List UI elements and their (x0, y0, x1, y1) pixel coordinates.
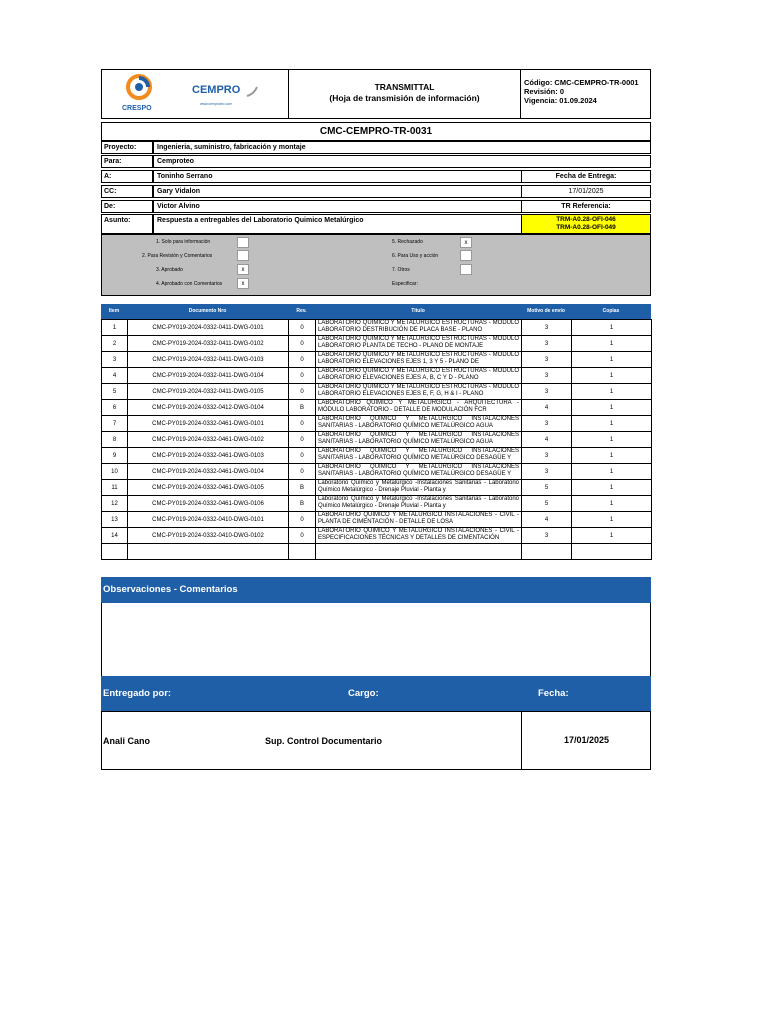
observaciones-band (101, 577, 651, 603)
cell-title: Laboratorio Químico y Metalúrgico -Instalaciones Sanitarias - Laboratorio Químico Metalúrgico - Drenaje Pluvial - Planta y (316, 480, 522, 496)
table-row (102, 320, 652, 336)
cell-empty (522, 544, 572, 560)
cell-motivo: 3 (522, 368, 572, 384)
option-4-label: 4. Aprobado con Comentarios (156, 281, 223, 287)
cell-doc: CMC-PY019-2024-0332-0461-DWG-0104 (128, 464, 289, 480)
para-label: Para: (101, 155, 153, 168)
fecha-label: Fecha: (538, 688, 569, 699)
cc-value: Gary Vidalon (153, 185, 522, 198)
table-row (102, 432, 652, 448)
tr-ref-1: TRM-A0.28-OFI-046 (556, 216, 616, 223)
cell-doc: CMC-PY019-2024-0332-0410-DWG-0101 (128, 512, 289, 528)
observaciones-body[interactable] (101, 603, 651, 676)
cell-motivo: 3 (522, 320, 572, 336)
transmittal-title: TRANSMITTAL (374, 82, 435, 92)
cell-title: LABORATORIO QUÍMICO Y METALÚRGICO INSTALACIONES - CIVIL - ESPECIFICACIONES TÉCNICAS Y DETALLES DE CIMENTACIÓN (316, 528, 522, 544)
cell-copias: 1 (572, 352, 652, 368)
signature-row (101, 711, 651, 770)
option-3-label: 3. Aprobado (156, 267, 183, 273)
cell-empty (102, 544, 128, 560)
header-code-cell (520, 69, 651, 119)
col-titulo: Título (411, 308, 425, 314)
proyecto-label: Proyecto: (101, 141, 153, 154)
cell-title: LABORATORIO QUÍMICO Y METALÚRGICO INSTALACIONES SANITARIAS - LABORATORIO QUÍMICO METALÚRGICO DESAGÜE Y (316, 464, 522, 480)
crespo-logo-icon (125, 73, 153, 105)
cell-copias: 1 (572, 416, 652, 432)
cell-doc: CMC-PY019-2024-0332-0461-DWG-0103 (128, 448, 289, 464)
cell-title: LABORATORIO QUÍMICO Y METALÚRGICO ESTRUCTURAS - MÓDULO LABORATORIO ELEVACIONES EJES 1, 3 Y 5 - PLANO DE (316, 352, 522, 368)
cell-doc: CMC-PY019-2024-0332-0461-DWG-0101 (128, 416, 289, 432)
cell-motivo: 4 (522, 432, 572, 448)
cell-doc: CMC-PY019-2024-0332-0410-DWG-0102 (128, 528, 289, 544)
cell-motivo: 3 (522, 352, 572, 368)
table-row (102, 384, 652, 400)
cell-rev: 0 (289, 320, 316, 336)
table-row (102, 336, 652, 352)
info-row-para (101, 155, 651, 168)
cell-copias: 1 (572, 528, 652, 544)
tr-ref-2: TRM-A0.28-OFI-049 (556, 224, 616, 231)
table-row (102, 512, 652, 528)
cell-title: LABORATORIO QUÍMICO Y METALÚRGICO - ARQUITECTURA - MÓDULO LABORATORIO - DETALLE DE MODULACIÓN FCR (316, 400, 522, 416)
cell-rev: B (289, 496, 316, 512)
fecha-cell (521, 711, 652, 770)
cell-copias: 1 (572, 512, 652, 528)
cell-rev: 0 (289, 528, 316, 544)
cargo-value: Sup. Control Documentario (265, 736, 382, 746)
table-row (102, 496, 652, 512)
table-row (102, 368, 652, 384)
cell-item: 9 (102, 448, 128, 464)
cell-rev: 0 (289, 464, 316, 480)
table-row (102, 480, 652, 496)
cell-motivo: 4 (522, 400, 572, 416)
option-6-label: 6. Para Uso y acción (392, 253, 439, 259)
cell-title: LABORATORIO QUÍMICO Y METALÚRGICO ESTRUCTURAS - MÓDULO LABORATORIO ELEVACIONES EJES E, F, G, H & I - PLANO (316, 384, 522, 400)
cell-doc: CMC-PY019-2024-0332-0461-DWG-0106 (128, 496, 289, 512)
cell-motivo: 3 (522, 448, 572, 464)
observaciones-label: Observaciones - Comentarios (103, 584, 238, 595)
option-3-checkbox[interactable]: x (237, 264, 249, 275)
table-row (102, 352, 652, 368)
cell-item: 13 (102, 512, 128, 528)
asunto-label: Asunto: (101, 214, 153, 234)
items-table (101, 319, 652, 560)
header-title-cell (288, 69, 521, 119)
col-rev: Rev. (296, 308, 307, 314)
cell-motivo: 4 (522, 512, 572, 528)
de-label: De: (101, 200, 153, 213)
col-documento: Documento Nro (188, 308, 227, 314)
cell-title: LABORATORIO QUÍMICO Y METALÚRGICO INSTALACIONES SANITARIAS - LABORATORIO QUÍMICO METALÚRGICO DESAGÜE Y (316, 448, 522, 464)
cell-motivo: 5 (522, 496, 572, 512)
doc-revision: Revisión: 0 (524, 87, 565, 96)
cell-rev: 0 (289, 432, 316, 448)
cell-copias: 1 (572, 368, 652, 384)
cell-doc: CMC-PY019-2024-0332-0461-DWG-0102 (128, 432, 289, 448)
cell-rev: 0 (289, 512, 316, 528)
cell-rev: 0 (289, 384, 316, 400)
cell-copias: 1 (572, 496, 652, 512)
cempro-swoosh-icon (246, 86, 258, 98)
option-1-label: 1. Solo para información (156, 239, 211, 245)
cell-motivo: 3 (522, 528, 572, 544)
info-row-proyecto (101, 141, 651, 154)
cell-empty (316, 544, 522, 560)
para-value: Cemproteo (153, 155, 651, 168)
option-7-checkbox[interactable] (460, 264, 472, 275)
table-row (102, 416, 652, 432)
footer-band (101, 676, 651, 711)
info-row-cc (101, 185, 651, 198)
doc-code: Código: CMC-CEMPRO-TR-0001 (524, 78, 639, 87)
a-value: Toninho Serrano (153, 170, 522, 183)
cell-item: 14 (102, 528, 128, 544)
cell-doc: CMC-PY019-2024-0332-0411-DWG-0101 (128, 320, 289, 336)
transmittal-subtitle: (Hoja de transmisión de información) (329, 93, 480, 103)
cc-label: CC: (101, 185, 153, 198)
cell-rev: 0 (289, 352, 316, 368)
option-7-label: 7. Otros (392, 267, 410, 273)
col-copias: Copias (602, 308, 620, 314)
cell-motivo: 3 (522, 384, 572, 400)
cell-rev: 0 (289, 448, 316, 464)
cell-copias: 1 (572, 400, 652, 416)
option-4-checkbox[interactable]: x (237, 278, 249, 289)
cell-motivo: 3 (522, 336, 572, 352)
table-row (102, 528, 652, 544)
cell-item: 8 (102, 432, 128, 448)
option-5-label: 5. Rechazado (392, 239, 423, 245)
de-value: Victor Alvino (153, 200, 522, 213)
info-row-de (101, 200, 651, 213)
cell-doc: CMC-PY019-2024-0332-0411-DWG-0103 (128, 352, 289, 368)
cell-item: 12 (102, 496, 128, 512)
cell-copias: 1 (572, 336, 652, 352)
cell-rev: B (289, 480, 316, 496)
cell-item: 6 (102, 400, 128, 416)
cell-item: 5 (102, 384, 128, 400)
cell-doc: CMC-PY019-2024-0332-0411-DWG-0102 (128, 336, 289, 352)
cempro-url: www.cemprotec.com (200, 102, 233, 106)
cell-copias: 1 (572, 448, 652, 464)
cell-title: LABORATORIO QUÍMICO Y METALÚRGICO INSTALACIONES - CIVIL - PLANTA DE CIMENTACIÓN - DETALLE DE LOSA (316, 512, 522, 528)
cell-rev: B (289, 400, 316, 416)
table-row (102, 448, 652, 464)
asunto-value: Respuesta a entregables del Laboratorio Quimico Metalúrgico (153, 214, 522, 234)
crespo-logo-text: CRESPO (122, 105, 152, 112)
cell-item: 1 (102, 320, 128, 336)
cell-title: LABORATORIO QUÍMICO Y METALÚRGICO INSTALACIONES SANITARIAS - LABORATORIO QUÍMICO METALÚRGICO AGUA (316, 432, 522, 448)
cell-doc: CMC-PY019-2024-0332-0411-DWG-0105 (128, 384, 289, 400)
col-motivo: Motivo de envío (527, 308, 565, 314)
entregado-value: Anali Cano (103, 736, 151, 746)
cell-motivo: 3 (522, 416, 572, 432)
cell-item: 3 (102, 352, 128, 368)
option-5-checkbox[interactable]: x (460, 237, 472, 248)
option-6-checkbox[interactable] (460, 250, 472, 261)
header-logo-cell (101, 69, 289, 119)
cell-item: 4 (102, 368, 128, 384)
fecha-entrega-value: 17/01/2025 (521, 185, 651, 198)
entregado-label: Entregado por: (103, 688, 172, 699)
cempro-logo-text: CEMPRO (192, 84, 241, 96)
cell-title: LABORATORIO QUÍMICO Y METALÚRGICO ESTRUCTURAS - MÓDULO LABORATORIO PLANTA DE TECHO - PLANO DE MONTAJE (316, 336, 522, 352)
option-specify-label: Especificar: (392, 281, 418, 287)
tr-referencia-values (521, 214, 651, 234)
cell-copias: 1 (572, 384, 652, 400)
cell-doc: CMC-PY019-2024-0332-0411-DWG-0104 (128, 368, 289, 384)
cell-title: Laboratorio Químico y Metalúrgico -Instalaciones Sanitarias - Laboratorio Químico Metalúrgico - Drenaje Pluvial - Planta y (316, 496, 522, 512)
tr-referencia-label: TR Referencia: (521, 200, 651, 213)
table-row (102, 400, 652, 416)
cell-item: 2 (102, 336, 128, 352)
cell-item: 7 (102, 416, 128, 432)
cell-copias: 1 (572, 464, 652, 480)
a-label: A: (101, 170, 153, 183)
cell-rev: 0 (289, 336, 316, 352)
cell-copias: 1 (572, 480, 652, 496)
cell-item: 10 (102, 464, 128, 480)
cell-copias: 1 (572, 432, 652, 448)
cell-title: LABORATORIO QUÍMICO Y METALÚRGICO ESTRUCTURAS - MÓDULO LABORATORIO DESTRIBUCIÓN DE PLACA BASE - PLANO (316, 320, 522, 336)
info-row-a (101, 170, 651, 183)
cell-motivo: 5 (522, 480, 572, 496)
cell-doc: CMC-PY019-2024-0332-0461-DWG-0105 (128, 480, 289, 496)
cell-copias: 1 (572, 320, 652, 336)
cargo-label: Cargo: (348, 688, 379, 699)
cell-title: LABORATORIO QUÍMICO Y METALÚRGICO INSTALACIONES SANITARIAS - LABORATORIO QUÍMICO METALÚRGICO AGUA (316, 416, 522, 432)
proyecto-value: Ingenieria, suministro, fabricación y montaje (153, 141, 651, 154)
cell-empty (572, 544, 652, 560)
cell-item: 11 (102, 480, 128, 496)
cell-empty (289, 544, 316, 560)
doc-vigencia: Vigencia: 01.09.2024 (524, 96, 597, 105)
cell-rev: 0 (289, 416, 316, 432)
cell-rev: 0 (289, 368, 316, 384)
cell-doc: CMC-PY019-2024-0332-0412-DWG-0104 (128, 400, 289, 416)
col-item: Item (108, 308, 120, 314)
table-row-empty (102, 544, 652, 560)
fecha-entrega-label: Fecha de Entrega: (521, 170, 651, 183)
option-2-label: 2. Para Revisión y Comentarios (142, 253, 213, 259)
items-table-header (101, 304, 651, 319)
cell-motivo: 3 (522, 464, 572, 480)
send-reason-options (101, 234, 651, 296)
fecha-value: 17/01/2025 (564, 735, 610, 745)
cell-empty (128, 544, 289, 560)
table-row (102, 464, 652, 480)
transmittal-number: CMC-CEMPRO-TR-0031 (101, 122, 651, 141)
info-row-asunto (101, 214, 651, 234)
option-2-checkbox[interactable] (237, 250, 249, 261)
option-1-checkbox[interactable] (237, 237, 249, 248)
cell-title: LABORATORIO QUÍMICO Y METALÚRGICO ESTRUCTURAS - MÓDULO LABORATORIO ELEVACIONES EJES A, B, C Y D - PLANO (316, 368, 522, 384)
